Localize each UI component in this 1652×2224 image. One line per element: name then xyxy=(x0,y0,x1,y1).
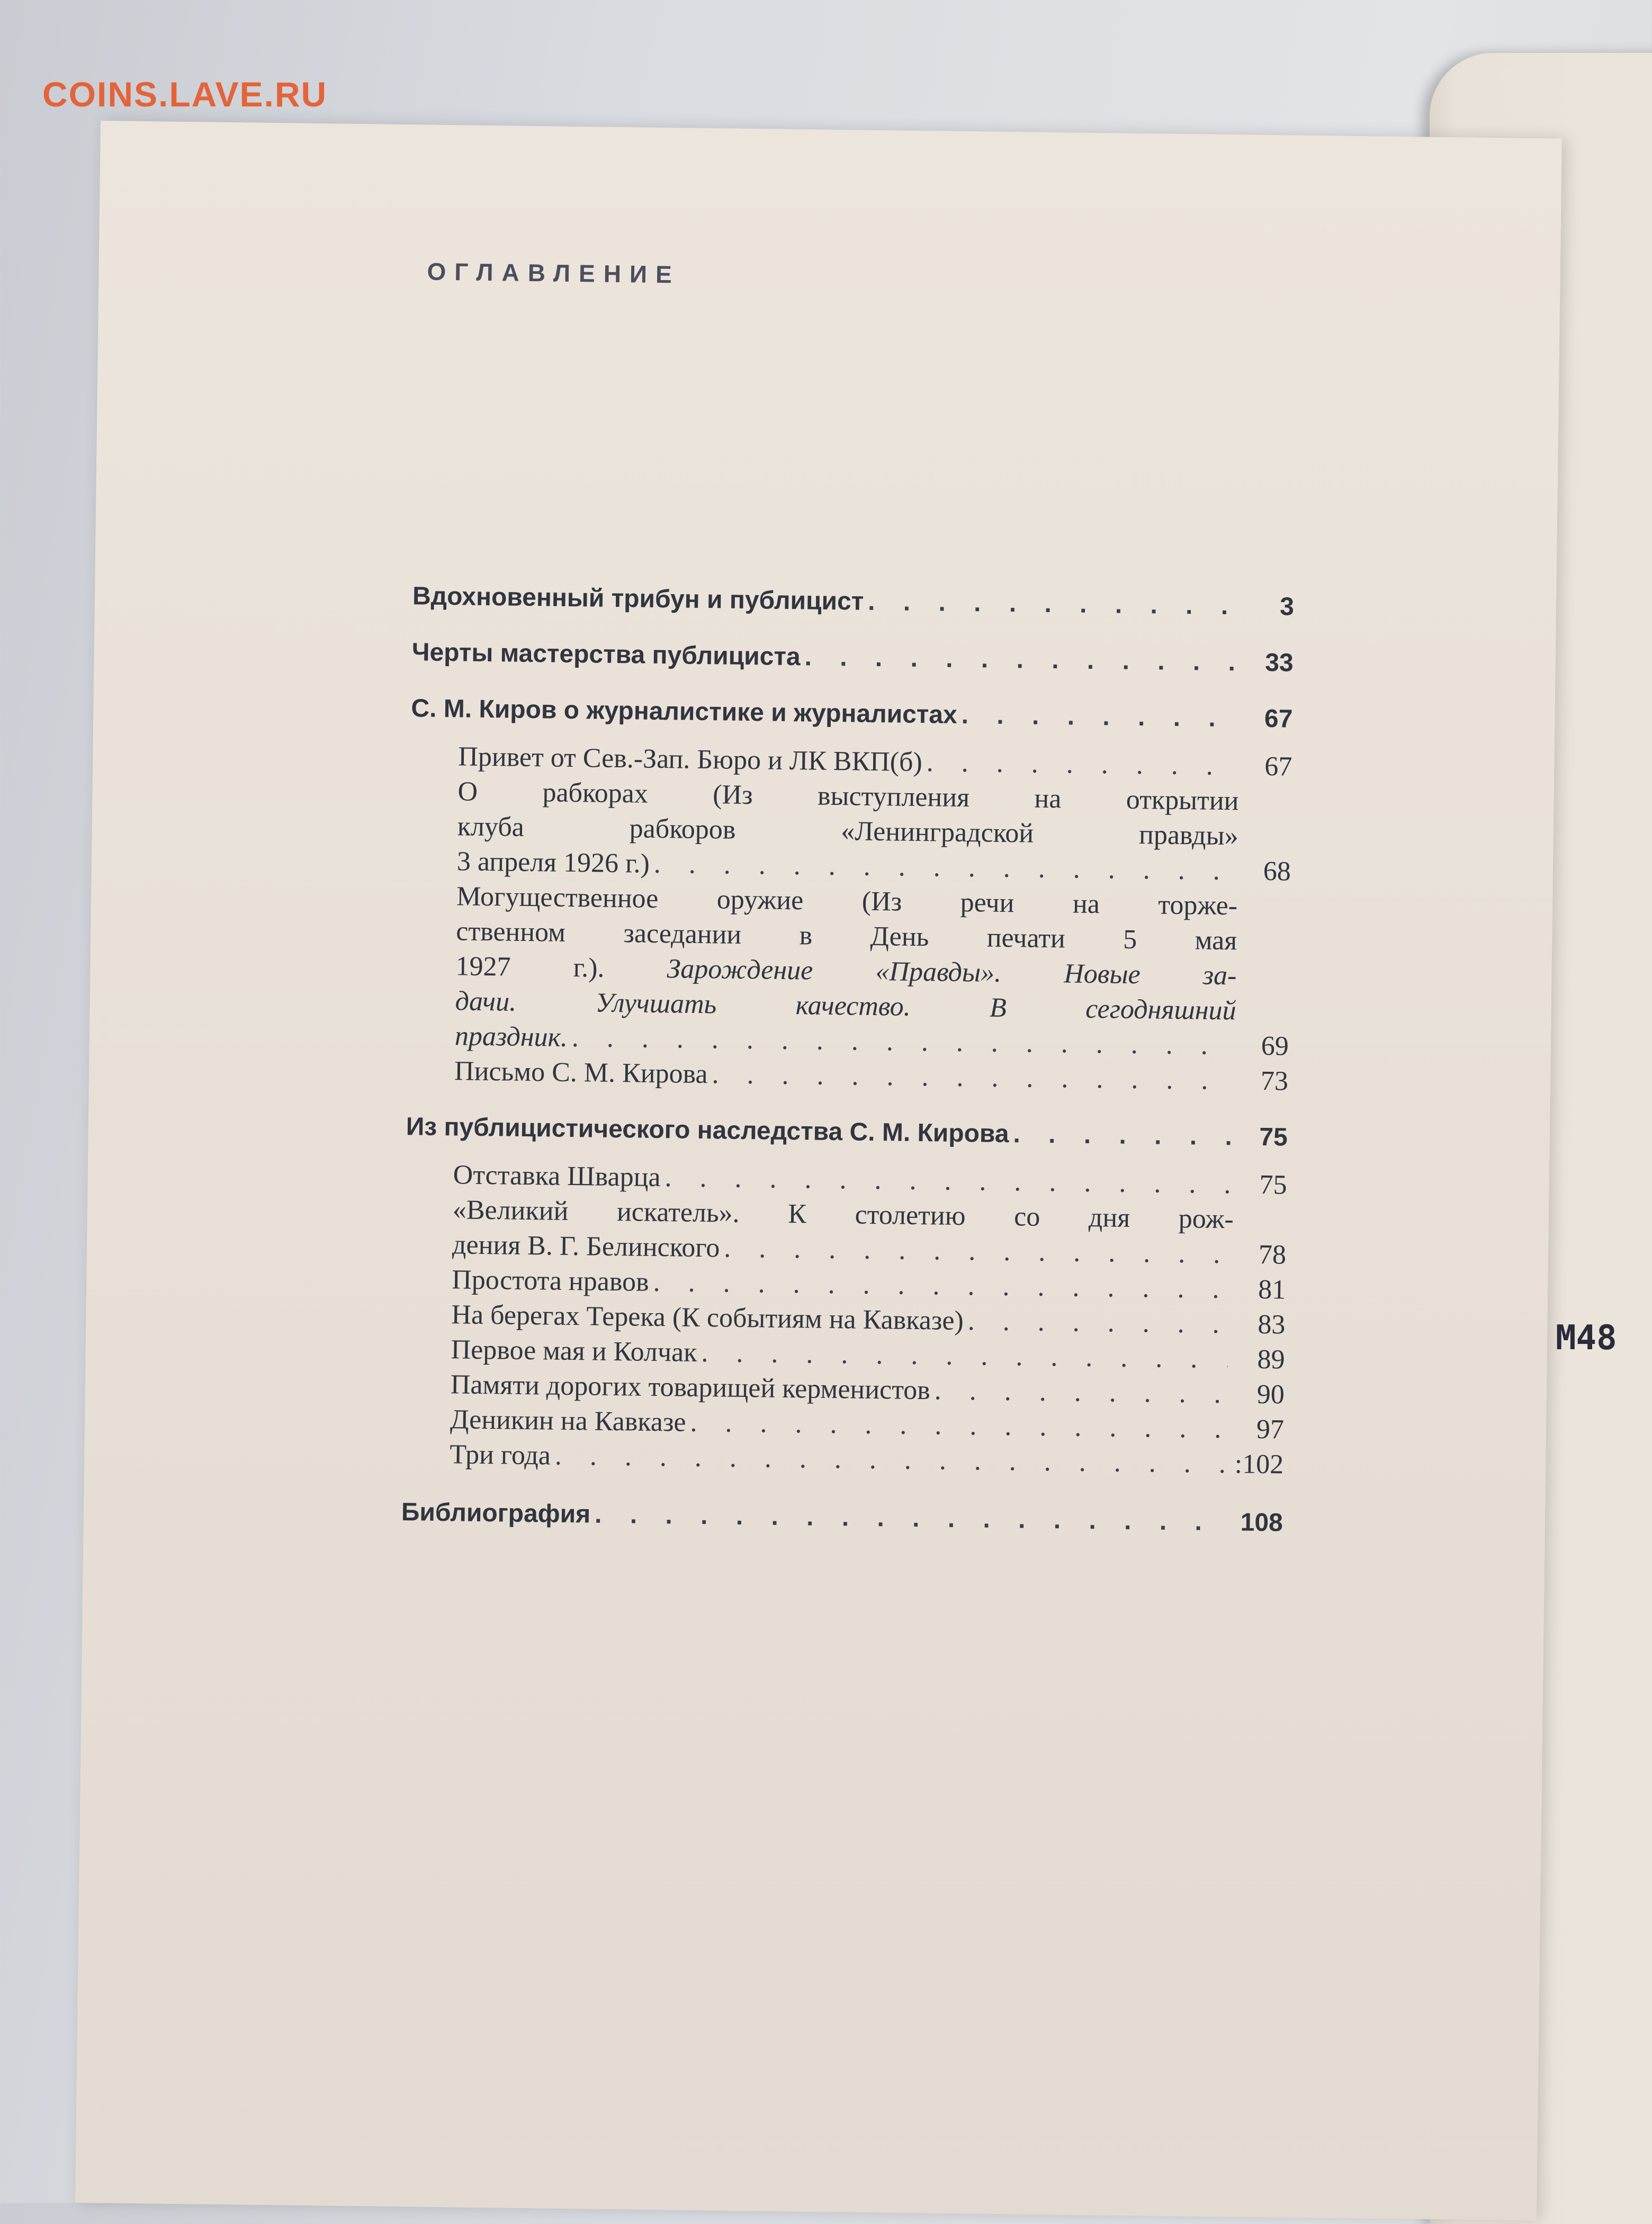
toc-title: ОГЛАВЛЕНИЕ xyxy=(427,257,681,289)
toc-chapter xyxy=(401,1495,1283,1540)
toc-entry-text: С. М. Киров о журналистике и журналистах xyxy=(411,694,958,729)
watermark: COINS.LAVE.RU xyxy=(42,75,328,114)
toc-item-multiline xyxy=(407,878,1291,1064)
leader-dots xyxy=(555,1439,1227,1482)
toc-page-number: 3 xyxy=(1279,593,1295,621)
toc-item-multiline xyxy=(409,774,1292,889)
toc-chapter xyxy=(406,1109,1288,1155)
toc-page-number: 67 xyxy=(1264,751,1292,782)
leader-dots xyxy=(690,1405,1227,1447)
toc-item-multiline xyxy=(405,1192,1287,1272)
leader-dots xyxy=(595,1497,1226,1540)
toc-chapter xyxy=(411,691,1293,737)
toc-page-number: 68 xyxy=(1263,856,1291,887)
toc-entry-line: «Великий искатель». К столетию со дня рож- xyxy=(452,1195,1234,1235)
leader-dots xyxy=(804,640,1236,680)
leader-dots xyxy=(701,1335,1228,1377)
toc-entry-text: 3 апреля 1926 г.) xyxy=(456,846,650,879)
leader-dots xyxy=(1013,1117,1231,1154)
toc-page-number: 89 xyxy=(1257,1344,1285,1375)
toc-entry-text: Три года xyxy=(449,1439,551,1471)
toc-page-number: 33 xyxy=(1264,648,1294,677)
toc-page-number: 75 xyxy=(1259,1123,1288,1152)
toc-page-number: 81 xyxy=(1258,1274,1286,1305)
toc-page-number: 78 xyxy=(1258,1239,1287,1270)
toc-page-number: 75 xyxy=(1259,1169,1287,1200)
toc-entry-line: О рабкорах (Из выступления на открытии xyxy=(457,776,1239,817)
leader-dots xyxy=(961,698,1235,736)
toc-page-number: 73 xyxy=(1260,1065,1289,1097)
leader-dots xyxy=(926,745,1235,784)
toc-entry-text: Привет от Сев.-Зап. Бюро и ЛК ВКП(б) xyxy=(458,741,923,778)
toc-entry-text: Отставка Шварца xyxy=(453,1160,661,1193)
margin-mark: М48 xyxy=(1556,1319,1617,1358)
toc-entry-text: Библиография xyxy=(401,1498,591,1529)
toc-chapter xyxy=(412,579,1295,624)
toc-entry-text: дения В. Г. Белинского xyxy=(452,1230,720,1263)
toc-page-number: 69 xyxy=(1261,1030,1289,1062)
leader-dots xyxy=(712,1057,1231,1098)
toc-entry-line: Могущественное оружие (Из речи на торже- xyxy=(456,881,1238,921)
leader-dots xyxy=(967,1304,1228,1342)
toc-entry-line: ственном заседании в День печати 5 мая xyxy=(455,916,1237,956)
leader-dots xyxy=(724,1231,1229,1272)
toc-entry-text: Простота нравов xyxy=(451,1265,650,1297)
toc-entry-text: Деникин на Кавказе xyxy=(450,1404,686,1438)
toc-entry-line: дачи. Улучшать качество. В сегодняшний xyxy=(455,986,1236,1026)
toc-chapter xyxy=(411,635,1294,680)
table-of-contents xyxy=(401,579,1295,1540)
toc-page-number: 83 xyxy=(1258,1309,1286,1340)
toc-entry-text: Вдохновенный трибун и публицист xyxy=(412,582,864,616)
toc-entry-line: клуба рабкоров «Ленинградской правды» xyxy=(457,811,1239,851)
toc-entry-text: Черты мастерства публициста xyxy=(411,638,801,671)
leader-dots xyxy=(868,585,1237,624)
toc-entry-text: Письмо С. М. Кирова xyxy=(454,1056,708,1090)
toc-page-number: :102 xyxy=(1234,1449,1284,1480)
toc-entry-text-italic: Зарождение «Правды». Новые за- xyxy=(667,954,1237,991)
toc-entry-text: Из публицистического наследства С. М. Кирова xyxy=(406,1113,1009,1149)
toc-entry-text: Памяти дорогих товарищей керменистов xyxy=(450,1369,931,1406)
toc-page-number: 67 xyxy=(1264,704,1293,733)
toc-entry-text: 1927 г.). xyxy=(455,951,605,983)
toc-page-number: 90 xyxy=(1256,1379,1285,1410)
leader-dots xyxy=(934,1373,1227,1412)
toc-page-number: 97 xyxy=(1256,1414,1285,1445)
book-page xyxy=(75,121,1562,2220)
toc-page-number: 108 xyxy=(1240,1508,1283,1537)
toc-entry-text-italic: праздник. xyxy=(454,1021,568,1053)
toc-entry-text: На берегах Терека (К событиям на Кавказе) xyxy=(451,1299,964,1337)
toc-entry-text: Первое мая и Колчак xyxy=(451,1334,697,1368)
